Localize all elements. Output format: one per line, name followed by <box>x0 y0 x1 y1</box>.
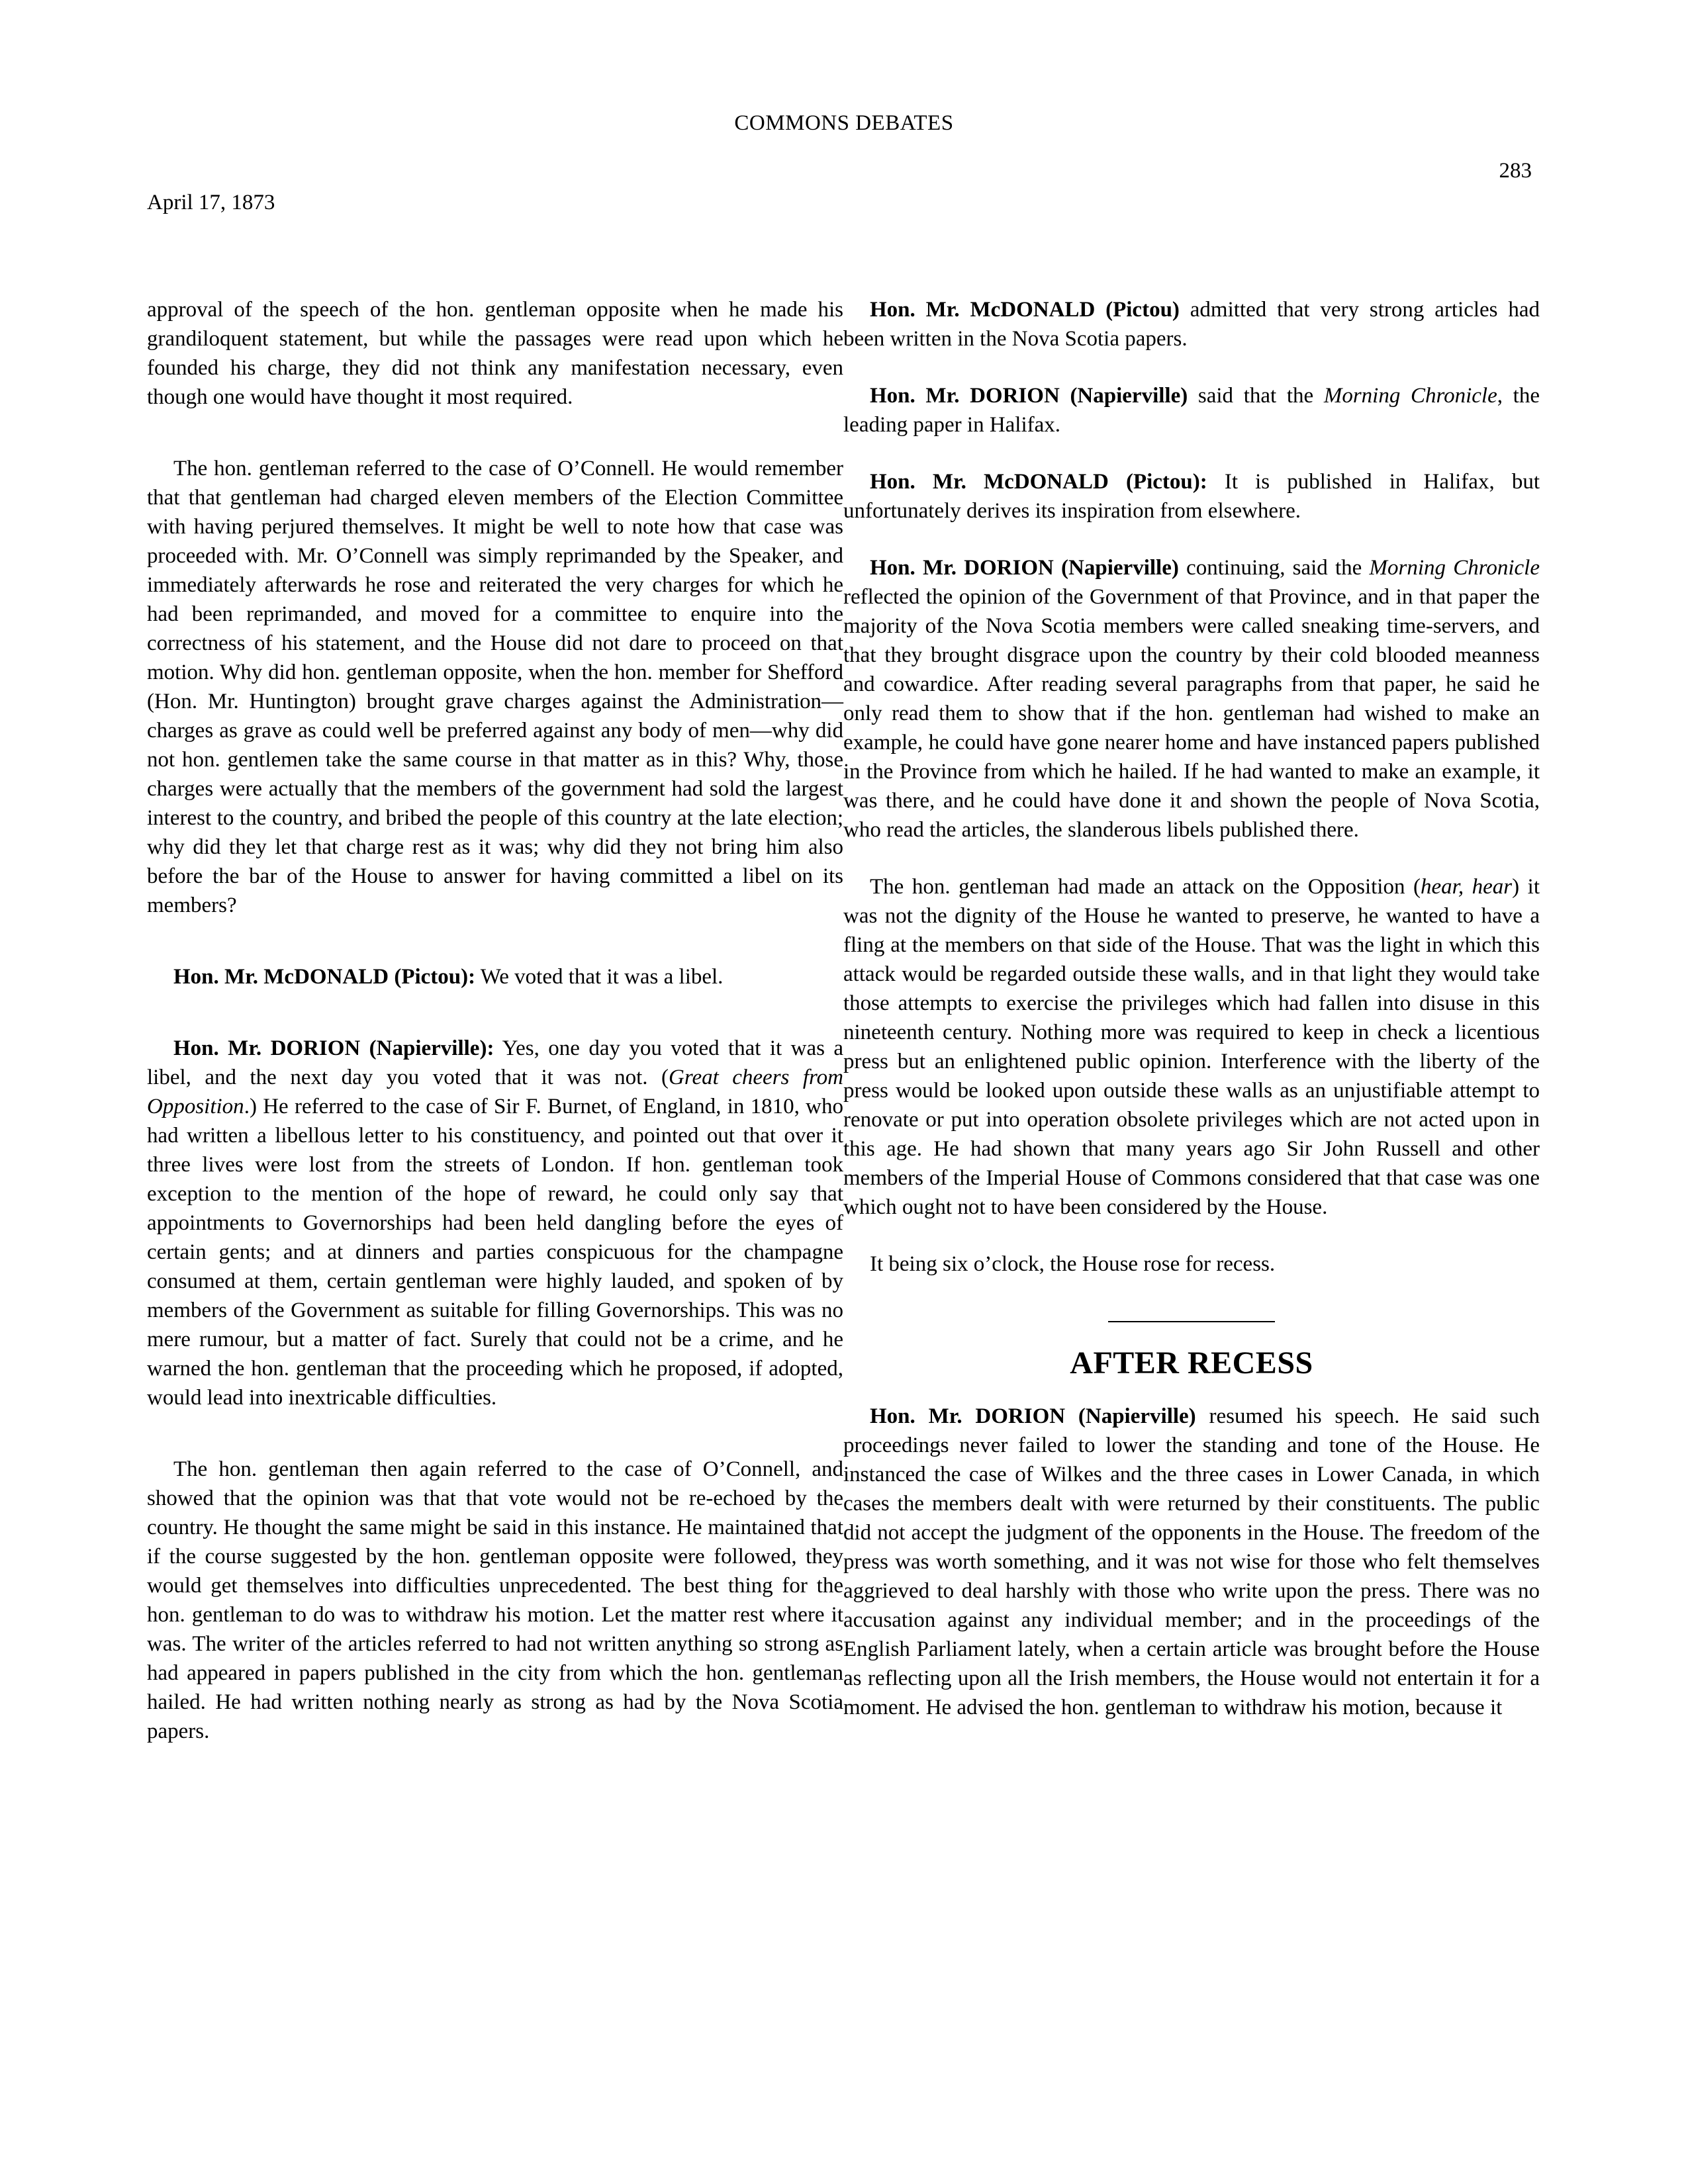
speech-text: resumed his speech. He said such proceedings never failed to lower the standing and tone of the House. He instanced the case of Wilkes and the three cases in Lower Canada, in which cases the members dealt with were returned by their constituents. The public did not accept the judgment of the opponents in the House. The freedom of the press was worth something, and it was not wise for those who felt themselves aggrieved to deal harshly with those who write upon the press. There was no accusation against any individual member; and in the proceedings of the English Parliament lately, when a certain article was brought before the House as reflecting upon all the Irish members, the House would not entertain it for a moment. He advised the hon. gentleman to withdraw his motion, because it <box>843 1404 1540 1719</box>
interjection: Great cheers from Opposition <box>147 1066 843 1118</box>
speaker-name: Hon. Mr. DORION (Napierville) <box>870 384 1188 408</box>
speech-text: , the leading paper in Halifax. <box>843 384 1540 437</box>
speaker-name: Hon. Mr. McDONALD (Pictou) <box>870 298 1180 322</box>
running-head: COMMONS DEBATES <box>734 111 954 135</box>
right-column <box>843 295 1540 1750</box>
paragraph: It being six o’clock, the House rose for recess. <box>870 1252 1276 1276</box>
speech-text: Yes, one day you voted that it was a libel, and the next day you voted that it was not. ( <box>147 1036 843 1089</box>
paragraph <box>843 872 1540 1222</box>
interjection: hear, hear <box>1421 875 1513 899</box>
speech-text: admitted that very strong articles had been written in the Nova Scotia papers. <box>843 298 1540 351</box>
speech-paragraph <box>147 1034 843 1412</box>
speech-paragraph <box>843 381 1540 439</box>
newspaper-title: Morning Chronicle <box>1323 384 1497 408</box>
speaker-name: Hon. Mr. McDONALD (Pictou): <box>173 965 476 989</box>
speech-text: The hon. gentleman had made an attack on the Opposition ( <box>870 875 1421 899</box>
speech-paragraph <box>843 295 1540 353</box>
paragraph: The hon. gentleman then again referred to the case of O’Connell, and showed that the opinion was that that vote would not be re-echoed by the country. He thought the same might be said in this instance. He maintained that if the course suggested by the hon. gentleman opposite were followed, they would get themselves into difficulties unprecedented. The best thing for the hon. gentleman to do was to withdraw his motion. Let the matter rest where it was. The writer of the articles referred to had not written anything so strong as had appeared in papers published in the city from which the hon. gentleman hailed. He had written nothing nearly as strong as had by the Nova Scotia papers. <box>147 1457 843 1743</box>
left-column <box>147 295 843 1774</box>
speech-paragraph <box>147 962 843 991</box>
section-title: AFTER RECESS <box>1070 1345 1313 1381</box>
speech-text: ) it was not the dignity of the House he wanted to preserve, he wanted to have a fling at the members on that side of the House. That was the light in which this attack would be regarded outside these walls, and in that light they would take those attempts to exercise the privileges which had fallen into disuse in this nineteenth century. Nothing more was required to keep in check a licentious press but an enlightened public opinion. Interference with the liberty of the press would be looked upon outside these walls as an unjustifiable attempt to renovate or put into operation obsolete privileges which are not acted upon in this age. He had shown that many years ago Sir John Russell and other members of the Imperial House of Commons considered that that case was one which ought not to have been considered by the House. <box>843 875 1540 1219</box>
newspaper-title: Morning Chronicle <box>1369 556 1540 580</box>
speech-paragraph <box>843 1402 1540 1722</box>
speaker-name: Hon. Mr. McDONALD (Pictou): <box>870 470 1207 494</box>
page-number: 283 <box>1499 159 1532 183</box>
speech-text: continuing, said the <box>1178 556 1370 580</box>
paragraph: The hon. gentleman referred to the case of O’Connell. He would remember that that gentleman had charged eleven members of the Election Committee with having perjured themselves. It might be well to note how that case was proceeded with. Mr. O’Connell was simply reprimanded by the Speaker, and immediately afterwards he rose and reiterated the very charges for which he had been reprimanded, and moved for a committee to enquire into the correctness of his statement, and the House did not dare to proceed on that motion. Why did hon. gentleman opposite, when the hon. member for Shefford (Hon. Mr. Huntington) brought grave charges against the Administration—charges as grave as could well be preferred against any body of men—why did not hon. gentlemen take the same course in that matter as in this? Why, those charges were actually that the members of the government had sold the largest interest to the country, and bribed the people of this country at the late election; why did they let that charge rest as it was; why did they not bring him also before the bar of the House to answer for having committed a libel on its members? <box>147 457 843 917</box>
speech-paragraph <box>843 553 1540 844</box>
speech-paragraph <box>843 467 1540 525</box>
section-divider <box>1108 1321 1275 1322</box>
speaker-name: Hon. Mr. DORION (Napierville): <box>173 1036 494 1060</box>
speaker-name: Hon. Mr. DORION (Napierville) <box>870 556 1179 580</box>
speech-text: We voted that it was a libel. <box>475 965 724 989</box>
sitting-date: April 17, 1873 <box>147 191 275 214</box>
speaker-name: Hon. Mr. DORION (Napierville) <box>870 1404 1196 1428</box>
speech-text: reflected the opinion of the Government of that Province, and in that paper the majority of the Nova Scotia members were called sneaking time-servers, and that they brought disgrace upon the country by their cold blooded meanness and cowardice. After reading several paragraphs from that paper, he said he only read them to show that if the hon. gentleman had wished to make an example, he could have gone nearer home and have instanced papers published in the Province from which he hailed. If he had wanted to make an example, it was there, and he could have done it and shown the people of Nova Scotia, who read the articles, the slanderous libels published there. <box>843 585 1540 842</box>
paragraph: approval of the speech of the hon. gentleman opposite when he made his grandiloquent statement, but while the passages were read upon which he founded his charge, they did not think any manifestation necessary, even though one would have thought it most required. <box>147 298 843 409</box>
speech-text: It is published in Halifax, but unfortunately derives its inspiration from elsewhere. <box>843 470 1540 523</box>
speech-text: .) He referred to the case of Sir F. Burnet, of England, in 1810, who had written a libellous letter to his constituency, and pointed out that over it three lives were lost from the streets of London. If hon. gentleman took exception to the mention of the hope of reward, he could only say that appointments to Governorships had been held dangling before the eyes of certain gents; and at dinners and parties conspicuous for the champagne consumed at them, certain gentleman were highly lauded, and spoken of by members of the Government as suitable for filling Governorships. This was no mere rumour, but a matter of fact. Surely that could not be a crime, and he warned the hon. gentleman that the proceeding which he proposed, if adopted, would lead into inextricable difficulties. <box>147 1095 843 1410</box>
speech-text: said that the <box>1188 384 1324 408</box>
